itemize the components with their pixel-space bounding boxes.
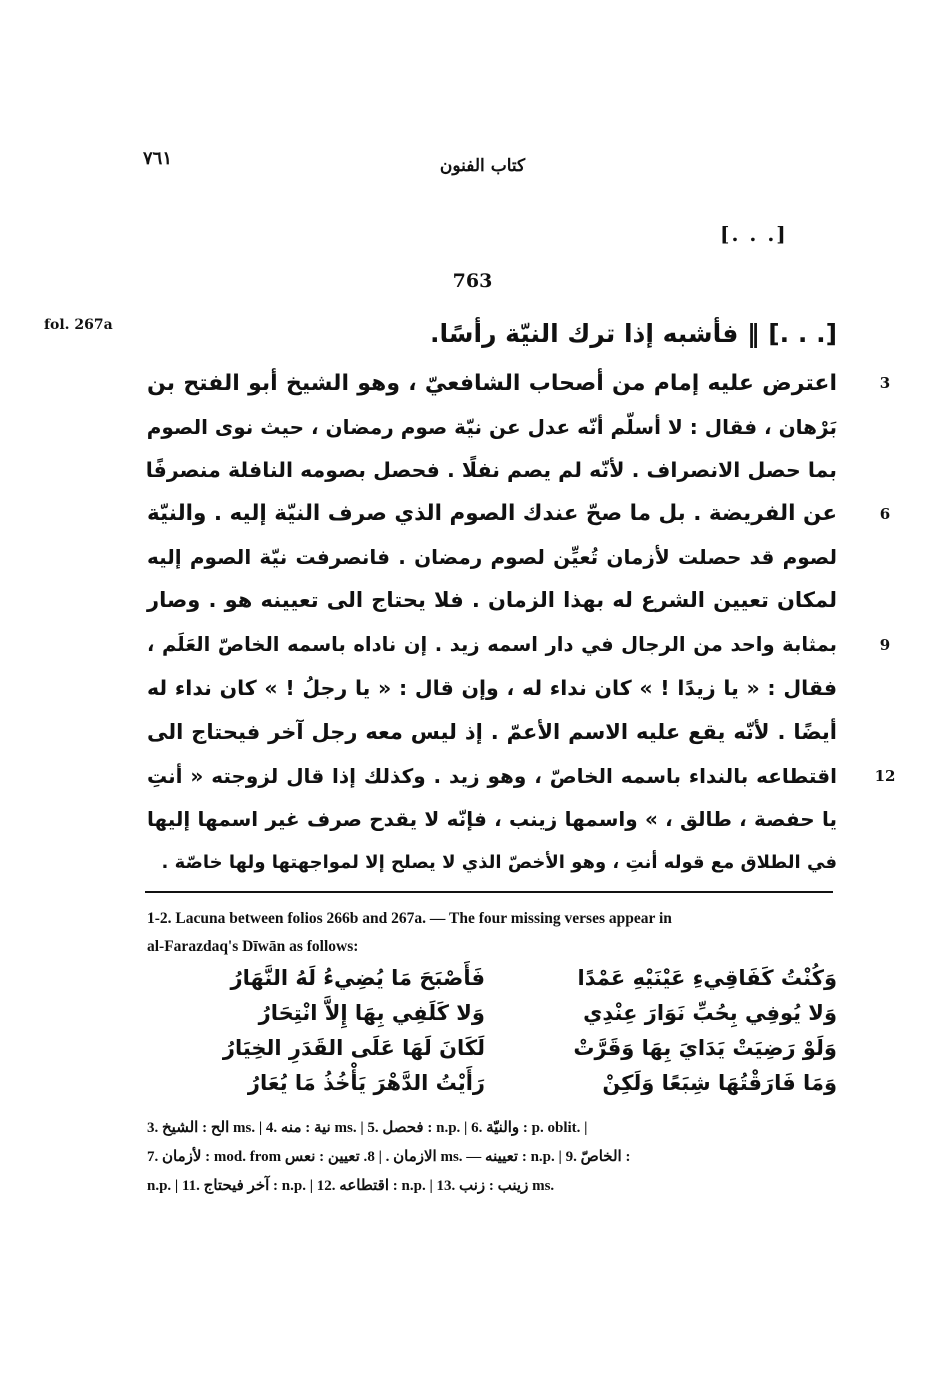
line-number: 12 — [874, 767, 896, 785]
main-text-first-line: [. . .] ‖ فأشبه إذا ترك النيّة رأسًا. — [430, 319, 837, 348]
folio-reference: fol. 267a — [44, 317, 113, 333]
entry-number: 763 — [452, 270, 493, 292]
footnote-divider — [145, 891, 833, 893]
line-number: 9 — [879, 636, 891, 654]
main-text-line: في الطلاق مع قوله أنتِ ، وهو الأخصّ الذي لا يصلح إلا لمواجهتها ولها خاصّة . — [161, 852, 837, 873]
footnote-intro: al-Farazdaq's Dīwān as follows: — [147, 938, 359, 955]
verse-hemistich: رَأَيْتُ الدَّهْرَ يَأْخُذُ مَا يُعَارُ — [247, 1071, 485, 1095]
main-text-line: عن الفريضة . بل ما صحّ عندك الصوم الذي صرف النيّة إليه . والنيّة — [146, 501, 837, 526]
verse-hemistich: لَكَانَ لَهَا عَلَى القَدَرِ الخِيَارُ — [222, 1036, 485, 1060]
verse-hemistich: فَأَصْبَحَ مَا يُضِيءُ لَهُ النَّهَارُ — [230, 966, 485, 990]
lacuna-marker: [. . .] — [720, 222, 788, 246]
variant-readings: n.p. | 11. آخر فيحتاج : n.p. | 12. اقتطاعه : n.p. | 13. زينب : زنب ms. — [147, 1178, 555, 1194]
footnote-intro: 1-2. Lacuna between folios 266b and 267a. — The four missing verses appear in — [147, 910, 672, 927]
main-text-line: أيضًا . لأنّه يقع عليه الاسم الأعمّ . إذ ليس معه رجل آخر فيحتاج الى — [147, 720, 837, 744]
verse-hemistich: وَكُنْتُ كَفَاقِيءِ عَيْنَيْهِ عَمْدًا — [577, 966, 837, 990]
main-text-line: بما حصل الانصراف . لأنّه لم يصم نفلًا . فحصل بصومه النافلة منصرفًا — [145, 458, 837, 482]
main-text-line: بمثابة واحد من الرجال في دار اسمه زيد . إن ناداه باسمه الخاصّ العَلَم ، — [147, 633, 837, 656]
line-number: 6 — [879, 505, 891, 523]
main-text-line: لمكان تعيين الشرع له بهذا الزمان . فلا يحتاج الى تعيينه هو . وصار — [147, 588, 837, 612]
main-text-line: لصوم قد حصلت لأزمان تُعيِّن لصوم رمضان . فانصرفت نيّة الصوم إليه — [147, 545, 837, 569]
main-text-line: فقال : « يا زيدًا ! » كان نداء له ، وإن قال : « يا رجلُ ! » كان نداء له — [147, 676, 837, 700]
variant-readings: 7. لأزمان : mod. from الازمان . | 8. تعيين : نعس ms. — تعيينه : n.p. | 9. الخاصّ : — [147, 1149, 631, 1165]
variant-readings: 3. الح : الشيخ ms. | 4. نية : منه ms. | 5. فحصل : n.p. | 6. والنيّة : p. oblit. | — [147, 1120, 588, 1136]
main-text-line: اقتطاعه بالنداء باسمه الخاصّ ، وهو زيد . وكذلك إذا قال لزوجته « أنتِ — [147, 764, 837, 788]
running-title: كتاب الفنون — [439, 156, 526, 176]
main-text-line: بَرْهان ، فقال : لا أسلّم أنّه عدل عن نيّة صوم رمضان ، حيث نوى الصوم — [146, 415, 837, 439]
main-text-line: يا حفصة ، طالق ، » واسمها زينب ، فإنّه لا يقدح صرف غير اسمها إليها — [147, 807, 837, 831]
verse-hemistich: وَلَوْ رَضِيَتْ يَدَايَ بِهَا وَقَرَّتْ — [573, 1036, 837, 1060]
verse-hemistich: وَمَا فَارَقْتُهَا شِبَعًا وَلَكِنْ — [602, 1071, 837, 1095]
page-number-arabic: ٧٦١ — [143, 148, 173, 169]
line-number: 3 — [879, 374, 891, 392]
main-text-line: اعترض عليه إمام من أصحاب الشافعيّ ، وهو الشيخ أبو الفتح بن — [147, 371, 837, 396]
verse-hemistich: وَلا يُوفِي بِحُبِّ نَوَارَ عِنْدِي — [583, 1001, 837, 1025]
verse-hemistich: وَلا كَلَفِي بِهَا إِلاَّ انْتِحَارُ — [258, 1001, 485, 1025]
